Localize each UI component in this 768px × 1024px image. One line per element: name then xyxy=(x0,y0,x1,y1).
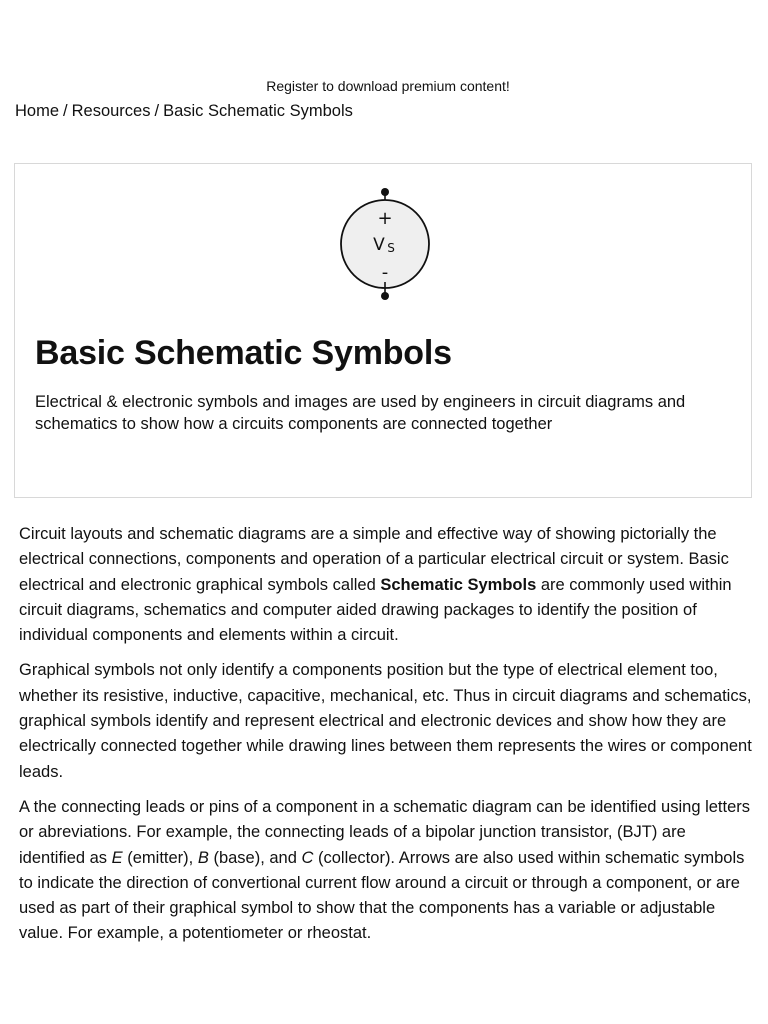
register-banner-text[interactable]: Register to download premium content! xyxy=(266,78,510,94)
article-paragraph-3 xyxy=(19,795,754,947)
icon-voltage-label: V xyxy=(373,235,385,255)
hero-card xyxy=(14,163,752,498)
article-italic-term: C xyxy=(301,848,314,867)
voltage-source-icon xyxy=(335,186,435,302)
article-text: (emitter), xyxy=(122,848,198,867)
icon-bottom-terminal xyxy=(381,292,389,300)
article-text: are commonly used within circuit diagrams, schematics and computer aided drawing packages to identify the position of individual components and elements within a circuit. xyxy=(19,575,732,645)
icon-top-terminal xyxy=(381,188,389,196)
article-body xyxy=(19,522,754,957)
article-text: Circuit layouts and schematic diagrams are a simple and effective way of showing pictorially the electrical connections, components and operation of a particular electrical circuit or system. Basic electrical and electronic graphical symbols called xyxy=(19,525,729,594)
icon-voltage-subscript: S xyxy=(387,241,395,255)
register-banner[interactable] xyxy=(0,78,768,94)
breadcrumb-separator: / xyxy=(154,102,160,120)
article-paragraph-1 xyxy=(19,522,754,648)
breadcrumb-separator: / xyxy=(63,102,68,120)
article-text: (base), and xyxy=(208,848,302,867)
page-subtitle: Electrical & electronic symbols and images are used by engineers in circuit diagrams and schematics to show how a circuits components are connected together xyxy=(35,393,686,433)
article-text: A the connecting leads or pins of a component in a schematic diagram can be identified using letters or abreviations. For example, the connecting leads of a bipolar junction transistor, (BJT) are identified as xyxy=(19,797,751,867)
page-title: Basic Schematic Symbols xyxy=(35,334,452,372)
breadcrumb xyxy=(15,102,353,121)
article-text: (collector). Arrows are also used within schematic symbols to indicate the direction of convertional current flow around a circuit or through a component, or are used as part of their graphical symbol to show that the components has a variable or adjustable value. For example, a potentiometer or rheostat. xyxy=(19,848,745,943)
article-italic-term: B xyxy=(197,848,209,867)
article-italic-term: E xyxy=(111,848,123,867)
breadcrumb-current-page: Basic Schematic Symbols xyxy=(163,102,353,120)
breadcrumb-resources-link[interactable]: Resources xyxy=(71,102,151,120)
article-paragraph-2: Graphical symbols not only identify a components position but the type of electrical element too, whether its resistive, inductive, capacitive, mechanical, etc. Thus in circuit diagrams and schematics, graphical symbols identify and represent electrical and electronic devices and show how they are electrically connected together while drawing lines between them represents the wires or component leads. xyxy=(19,661,752,781)
icon-plus-sign: + xyxy=(377,208,393,229)
icon-minus-sign: - xyxy=(381,262,389,283)
article-bold-term: Schematic Symbols xyxy=(380,575,537,594)
breadcrumb-home-link[interactable]: Home xyxy=(15,102,60,120)
